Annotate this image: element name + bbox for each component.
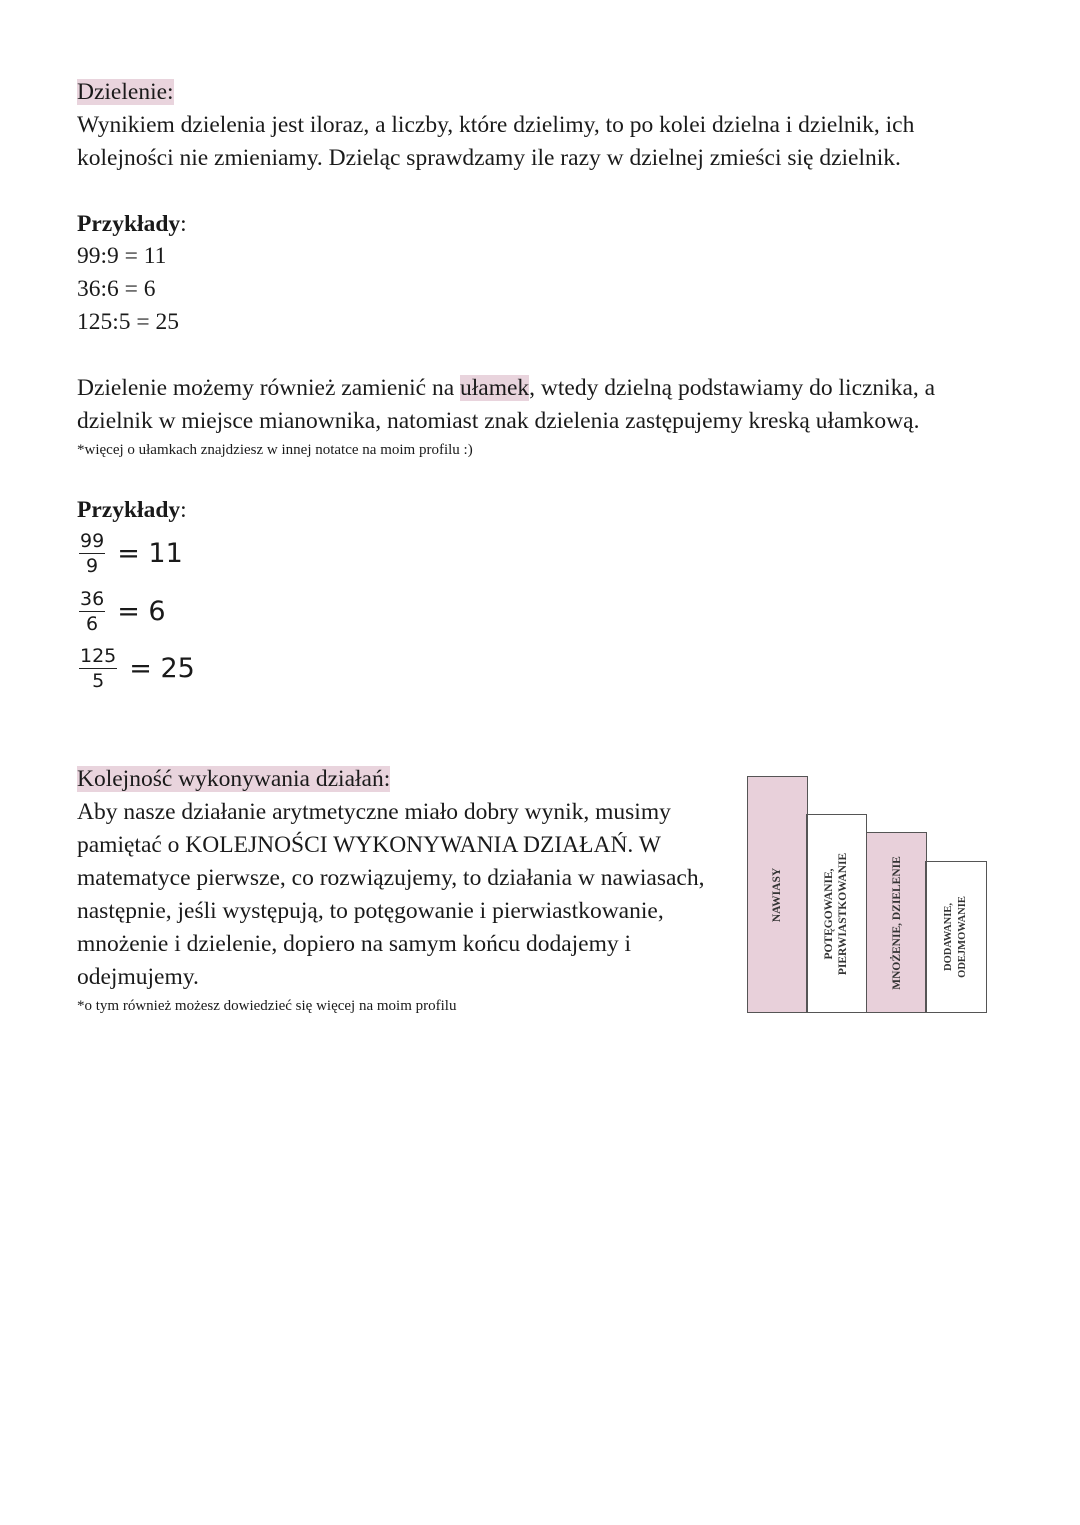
diagram-bar-multiply-divide: MNOŻENIE, DZIELENIE (866, 832, 927, 1013)
order-text-line: odejmujemy. (77, 964, 199, 990)
examples-heading: Przykłady: (77, 211, 187, 237)
example-line: 36:6 = 6 (77, 276, 156, 302)
division-text-line: kolejności nie zmieniamy. Dzieląc sprawdzamy ile razy w dzielnej zmieści się dzielnik. (77, 145, 901, 171)
order-text-line: matematyce pierwsze, co rozwiązujemy, to działania w nawiasach, (77, 865, 705, 891)
fraction-examples-heading: Przykłady: (77, 497, 187, 523)
diagram-bar-brackets: NAWIASY (747, 776, 808, 1013)
example-line: 125:5 = 25 (77, 309, 180, 335)
order-text-line: pamiętać o KOLEJNOŚCI WYKONYWANIA DZIAŁAŃ. W (77, 832, 661, 858)
fraction-example: $\frac{36}{6}$ = 6 (77, 587, 166, 636)
example-line: 99:9 = 11 (77, 243, 167, 269)
fraction-example: $\frac{125}{5}$ = 25 (77, 644, 195, 693)
fraction-note: *więcej o ułamkach znajdziesz w innej notatce na moim profilu :) (77, 442, 473, 458)
diagram-bar-add-subtract: DODAWANIE, ODEJMOWANIE (925, 861, 987, 1013)
diagram-bar-powers-roots: POTĘGOWANIE, PIERWIASTKOWANIE (806, 814, 867, 1013)
fraction-paragraph-line: dzielnik w miejsce mianownika, natomiast znak dzielenia zastępujemy kreską ułamkową. (77, 408, 920, 434)
fraction-example: $\frac{99}{9}$ = 11 (77, 529, 183, 578)
division-text-line: Wynikiem dzielenia jest iloraz, a liczby, które dzielimy, to po kolei dzielna i dzielnik, ich (77, 112, 915, 138)
order-note: *o tym również możesz dowiedzieć się więcej na moim profilu (77, 998, 457, 1014)
fraction: $\frac{125}{5}$ (80, 645, 117, 692)
order-text-line: Aby nasze działanie arytmetyczne miało dobry wynik, musimy (77, 799, 671, 825)
order-heading: Kolejność wykonywania działań: (77, 766, 391, 792)
fraction: $\frac{99}{9}$ (80, 530, 105, 577)
fraction-paragraph-line: Dzielenie możemy również zamienić na ułamek, wtedy dzielną podstawiamy do licznika, a (77, 375, 936, 401)
fraction: $\frac{36}{6}$ (80, 588, 105, 635)
order-text-line: mnożenie i dzielenie, dopiero na samym końcu dodajemy i (77, 931, 632, 957)
division-heading: Dzielenie: (77, 79, 174, 105)
highlighted-term: ułamek (460, 375, 530, 401)
order-text-line: następnie, jeśli występują, to potęgowanie i pierwiastkowanie, (77, 898, 664, 924)
